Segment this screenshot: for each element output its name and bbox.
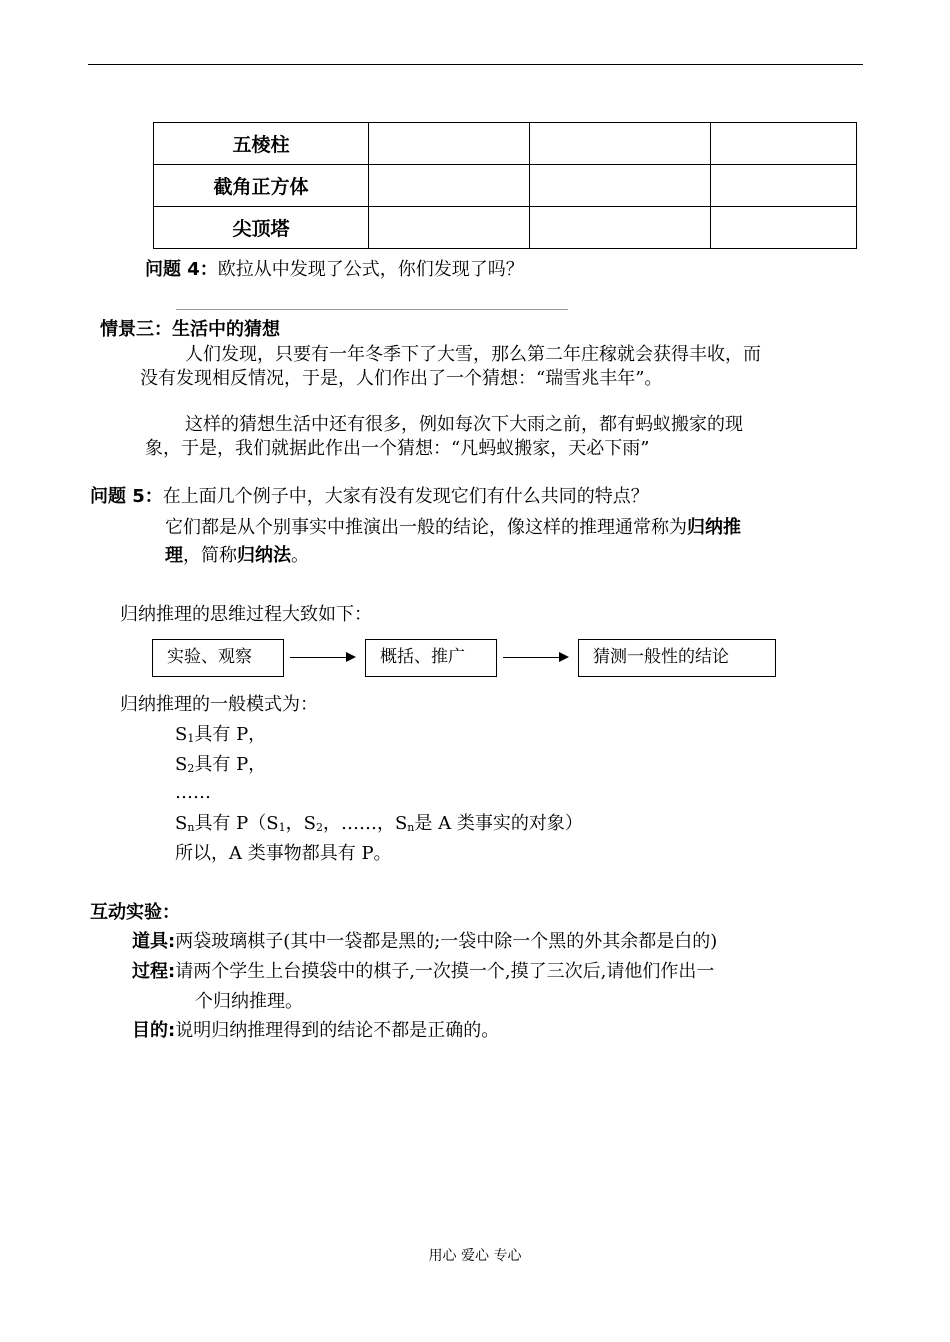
scene3-p1-line2: 没有发现相反情况，于是，人们作出了一个猜想：“瑞雪兆丰年”。 [140, 368, 663, 389]
question-4: 问题 4：欧拉从中发现了公式，你们发现了吗？ [145, 259, 524, 280]
table-row [154, 123, 857, 165]
flow-arrow [503, 657, 567, 658]
experiment-tools: 道具:两袋玻璃棋子(其中一袋都是黑的;一袋中除一个黑的外其余都是白的) [132, 931, 718, 952]
scene3-p1-line1: 人们发现，只要有一年冬季下了大雪，那么第二年庄稼就会获得丰收，而 [185, 344, 761, 365]
pattern-conclusion: 所以，A 类事物都具有 P。 [175, 843, 392, 864]
pattern-dots: …… [175, 782, 211, 803]
pattern-sn: $S_n$具有 $P(S_1$，$S_2$，……，$S_n$是 A 类事实的对象） [175, 813, 583, 834]
q5-answer-line1: 它们都是从个别事实中推演出一般的结论，像这样的推理通常称为归纳推 [165, 517, 741, 538]
scene3-p2-line1: 这样的猜想生活中还有很多，例如每次下大雨之前，都有蚂蚁搬家的现 [185, 414, 743, 435]
flow-step-conjecture: 猜测一般性的结论 [578, 639, 776, 677]
table-cell-name: 截角正方体 [154, 165, 369, 207]
page-footer: 用心 爱心 专心 [428, 1248, 522, 1264]
flow-arrow [290, 657, 354, 658]
table-cell-name: 五棱柱 [154, 123, 369, 165]
header-rule [88, 64, 863, 65]
table-cell-name: 尖顶塔 [154, 207, 369, 249]
flow-step-observe: 实验、观察 [152, 639, 284, 677]
question-5: 问题 5：在上面几个例子中，大家有没有发现它们有什么共同的特点？ [90, 486, 649, 507]
table-row [154, 165, 857, 207]
q5-answer-line2: 理，简称归纳法。 [165, 545, 309, 566]
flow-intro: 归纳推理的思维过程大致如下： [120, 604, 372, 625]
experiment-process: 过程:请两个学生上台摸袋中的棋子,一次摸一个,摸了三次后,请他们作出一 [132, 961, 715, 982]
pattern-s1: $S_1$具有 P， [175, 724, 267, 745]
experiment-goal: 目的:说明归纳推理得到的结论不都是正确的。 [132, 1020, 500, 1041]
scene3-p2-line2: 象，于是，我们就据此作出一个猜想：“凡蚂蚁搬家，天必下雨” [145, 438, 650, 459]
flow-step-generalize: 概括、推广 [365, 639, 497, 677]
table-row [154, 207, 857, 249]
polyhedron-table [153, 122, 857, 249]
pattern-intro: 归纳推理的一般模式为： [120, 694, 318, 715]
pattern-s2: $S_2$具有 P， [175, 754, 267, 775]
experiment-process-line2: 个归纳推理。 [195, 991, 303, 1012]
scene3-title: 情景三：生活中的猜想 [100, 319, 280, 340]
answer-blank-line [176, 309, 568, 310]
experiment-title: 互动实验： [90, 902, 180, 923]
